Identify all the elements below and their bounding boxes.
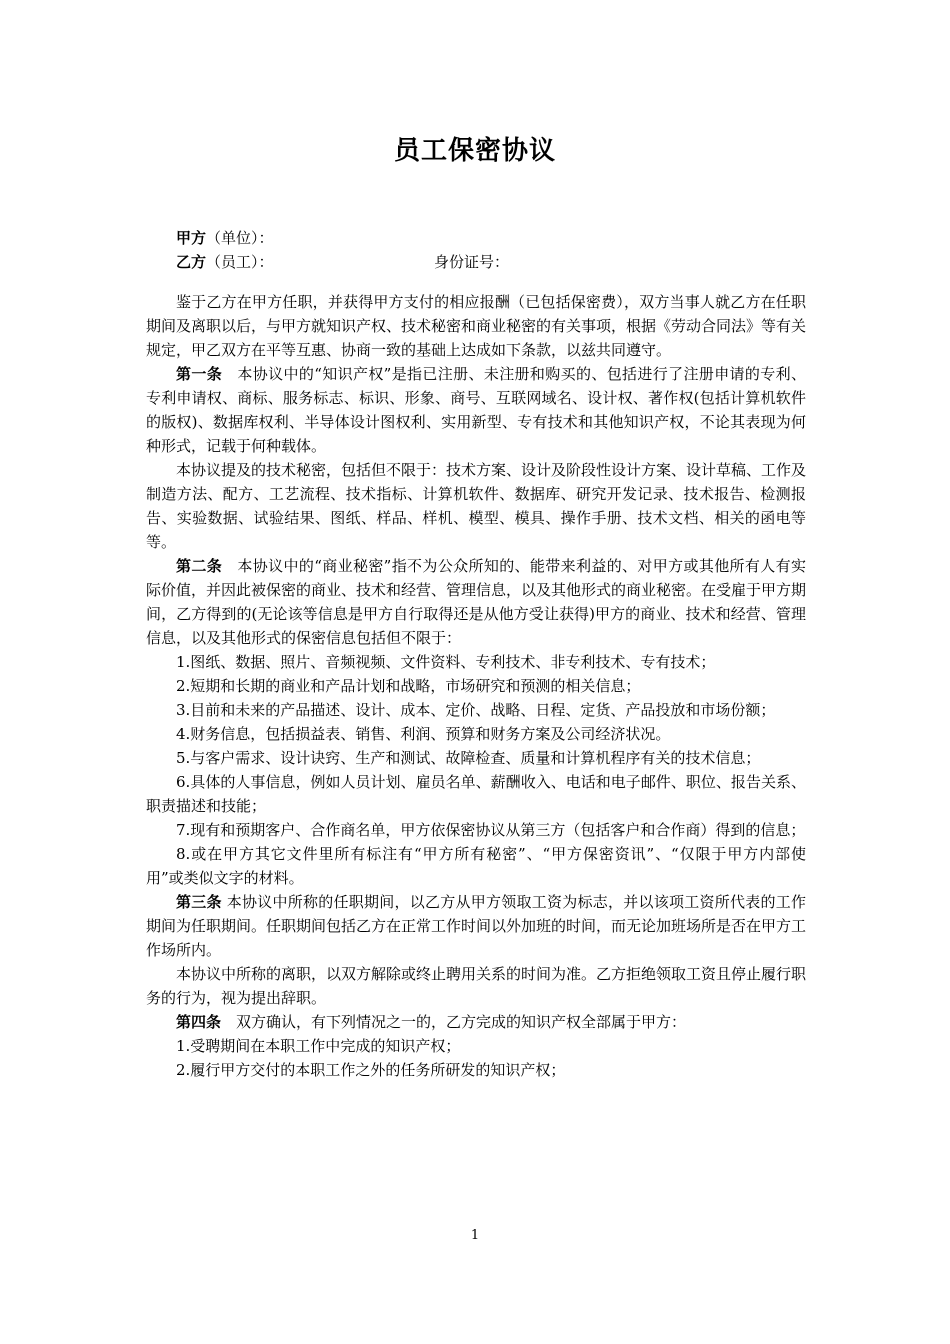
article-2-paragraph — [146, 554, 806, 650]
article-2-item: 7.现有和预期客户、合作商名单，甲方依保密协议从第三方（包括客户和合作商）得到的信息； — [176, 821, 806, 839]
party-a-line — [146, 226, 806, 250]
party-a-label: 甲方 — [176, 229, 207, 247]
article-2-item: 3.目前和未来的产品描述、设计、成本、定价、战略、日程、定货、产品投放和市场份额； — [176, 701, 776, 719]
id-number-label: 身份证号： — [434, 253, 510, 271]
party-b-employee: （员工）： — [206, 253, 274, 271]
article-2-item: 2.短期和长期的商业和产品计划和战略，市场研究和预测的相关信息； — [176, 677, 641, 695]
article-4-heading: 第四条 — [176, 1013, 222, 1031]
article-4-paragraph — [146, 1010, 806, 1034]
article-2-item: 6.具体的人事信息，例如人员计划、雇员名单、薪酬收入、电话和电子邮件、职位、报告关系、职责描述和技能； — [146, 773, 806, 815]
article-3-paragraph — [146, 890, 806, 962]
article-3-text: 本协议中所称的任职期间，以乙方从甲方领取工资为标志，并以该项工资所代表的工作期间为任职期间。任职期间包括乙方在正常工作时间以外加班的时间，而无论加班场所是否在甲方工作场所内。 — [146, 893, 807, 959]
page-number: 1 — [470, 1228, 480, 1243]
article-1-text: 本协议中的“知识产权”是指已注册、未注册和购买的、包括进行了注册申请的专利、专利申请权、商标、服务标志、标识、形象、商号、互联网域名、设计权、著作权(包括计算机软件的版权)、数据库权利、半导体设计图权利、实用新型、专有技术和其他知识产权，不论其表现为何种形式，记载于何种载体。 — [146, 365, 806, 455]
party-b-line — [146, 250, 806, 274]
article-4-item: 1.受聘期间在本职工作中完成的知识产权； — [176, 1037, 461, 1055]
article-2-item: 4.财务信息，包括损益表、销售、利润、预算和财务方案及公司经济状况。 — [176, 725, 671, 743]
party-b-label: 乙方 — [176, 253, 207, 271]
article-3-resignation-paragraph: 本协议中所称的离职，以双方解除或终止聘用关系的时间为准。乙方拒绝领取工资且停止履行职务的行为，视为提出辞职。 — [146, 965, 807, 1007]
article-1-heading: 第一条 — [176, 365, 223, 383]
article-1-paragraph — [146, 362, 806, 458]
article-4-text: 双方确认，有下列情况之一的，乙方完成的知识产权全部属于甲方： — [221, 1013, 687, 1031]
article-4-item: 2.履行甲方交付的本职工作之外的任务所研发的知识产权； — [176, 1061, 566, 1079]
article-1-tech-secrets-paragraph: 本协议提及的技术秘密，包括但不限于：技术方案、设计及阶段性设计方案、设计草稿、工作及制造方法、配方、工艺流程、技术指标、计算机软件、数据库、研究开发记录、技术报告、检测报告、实验数据、试验结果、图纸、样品、样机、模型、模具、操作手册、技术文档、相关的函电等等。 — [146, 461, 807, 551]
article-2-item: 5.与客户需求、设计诀窍、生产和测试、故障检查、质量和计算机程序有关的技术信息； — [176, 749, 761, 767]
preamble-paragraph: 鉴于乙方在甲方任职，并获得甲方支付的相应报酬（已包括保密费），双方当事人就乙方在任职期间及离职以后，与甲方就知识产权、技术秘密和商业秘密的有关事项，根据《劳动合同法》等有关规定，甲乙双方在平等互惠、协商一致的基础上达成如下条款，以兹共同遵守。 — [146, 293, 807, 359]
document-title: 员工保密协议 — [393, 136, 556, 166]
article-2-heading: 第二条 — [176, 557, 223, 575]
party-a-unit: （单位）： — [206, 229, 274, 247]
article-3-heading: 第三条 — [176, 893, 222, 911]
document-body — [146, 226, 806, 1082]
article-2-text: 本协议中的“商业秘密”指不为公众所知的、能带来利益的、对甲方或其他所有人有实际价值，并因此被保密的商业、技术和经营、管理信息，以及其他形式的商业秘密。在受雇于甲方期间，乙方得到的(无论该等信息是甲方自行取得还是从他方受让获得)甲方的商业、技术和经营、管理信息，以及其他形式的保密信息包括但不限于： — [146, 557, 807, 647]
article-2-item: 8.或在甲方其它文件里所有标注有“甲方所有秘密”、“甲方保密资讯”、“仅限于甲方内部使用”或类似文字的材料。 — [146, 845, 806, 887]
article-2-item: 1.图纸、数据、照片、音频视频、文件资料、专利技术、非专利技术、专有技术； — [176, 653, 716, 671]
